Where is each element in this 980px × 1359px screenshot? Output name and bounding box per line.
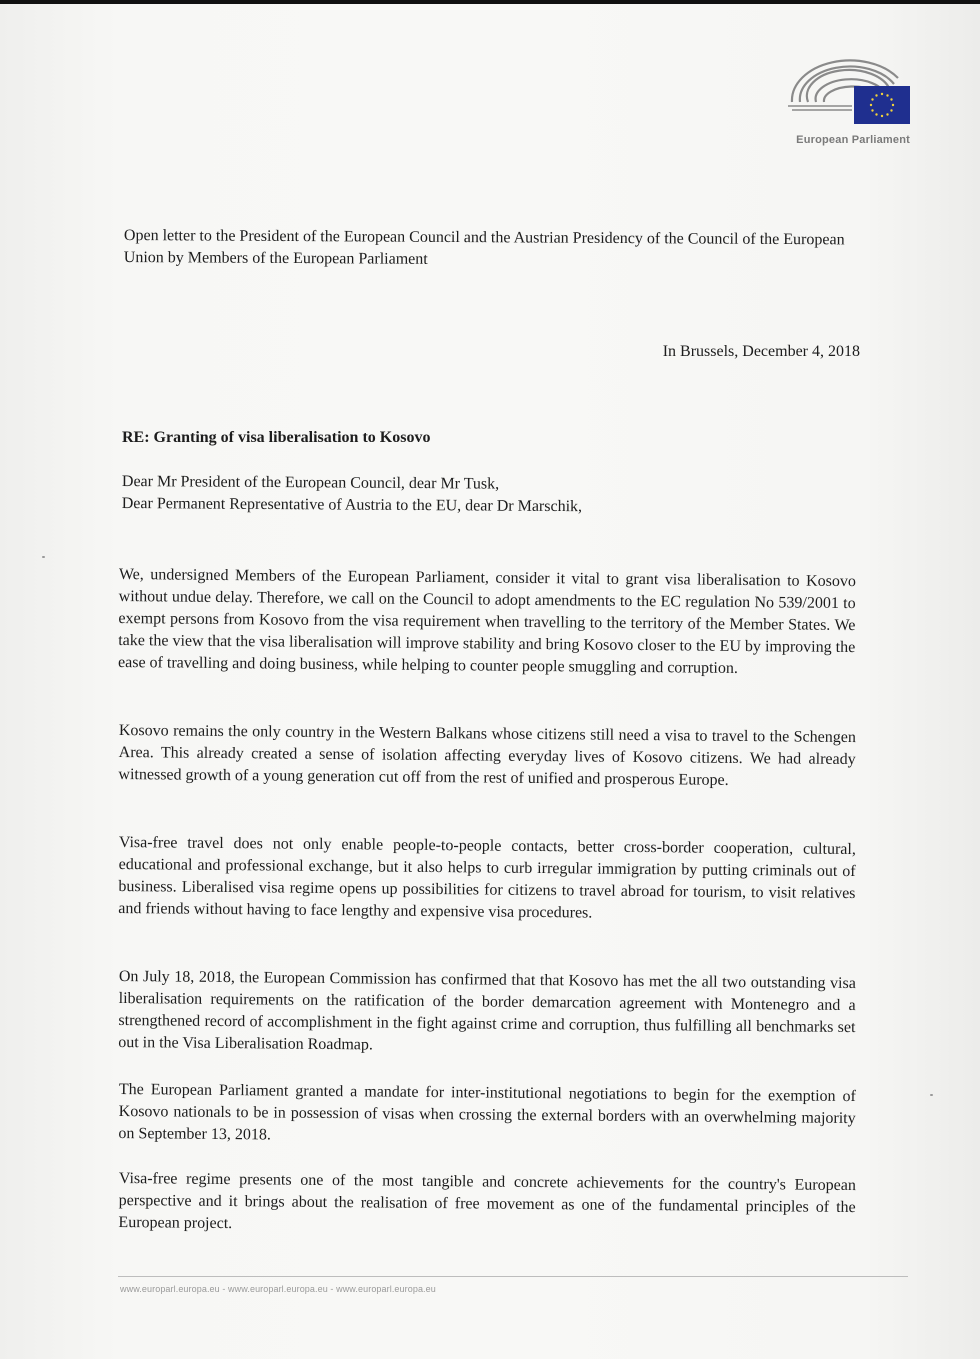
letter-paragraph-4: On July 18, 2018, the European Commission has confirmed that that Kosovo has met the all two outstanding visa liberalisation requirements on the ratification of the border demarcation agreement with Montenegro and a strengthened record of accomplishment in the fight against crime and corruption, thus fulfilling all benchmarks set out in the Visa Liberalisation Roadmap. — [118, 967, 856, 1054]
footer-divider — [118, 1276, 908, 1277]
footer-urls: www.europarl.europa.eu - www.europarl.europa.eu - www.europarl.europa.eu — [120, 1284, 436, 1294]
letter-paragraph-6: Visa-free regime presents one of the most tangible and concrete achievements for the country's European perspective and it brings about the realisation of free movement as one of the fundamental principles of the European project. — [118, 1169, 856, 1233]
letter-paragraph-5: The European Parliament granted a mandate for inter-institutional negotiations to begin for the exemption of Kosovo nationals to be in possession of visas when crossing the external borders with an overwhelming majority on September 13, 2018. — [118, 1080, 856, 1144]
eu-flag — [854, 86, 910, 124]
salutation-line-1: Dear Mr President of the European Council, dear Mr Tusk, — [121, 472, 500, 493]
letter-page — [0, 4, 980, 1359]
letter-paragraph-1: We, undersigned Members of the European Parliament, consider it vital to grant visa liberalisation to Kosovo without undue delay. Therefore, we call on the Council to adopt amendments to the EC regulation No 539/2001 to exempt persons from Kosovo from the visa requirement when travelling to the territory of the Member States. We take the view that the visa liberalisation will improve stability and bring Kosovo closer to the EU by improving the ease of travelling and doing business, while helping to counter people smuggling and corruption. — [117, 565, 856, 677]
european-parliament-logo — [782, 56, 914, 152]
letter-salutation — [122, 471, 822, 520]
letter-re-heading: RE: Granting of visa liberalisation to Kosovo — [122, 429, 431, 446]
letter-paragraph-3: Visa-free travel does not only enable people-to-people contacts, better cross-border cooperation, cultural, educational and professional exchange, but it also helps to curb irregular immigration by putting criminals out of business. Liberalised visa regime opens up possibilities for citizens to travel abroad for tourism, to visit relatives and friends without having to face lengthy and expensive visa procedures. — [118, 833, 856, 922]
scan-speck — [930, 1094, 933, 1096]
letter-date: In Brussels, December 4, 2018 — [662, 343, 860, 360]
european-parliament-logo-icon — [782, 56, 914, 130]
letter-subject: Open letter to the President of the European Council and the Austrian Presidency of the Council of the European Union by Members of the European Parliament — [123, 226, 845, 268]
salutation-line-2: Dear Permanent Representative of Austria to the EU, dear Dr Marschik, — [121, 494, 583, 516]
scan-speck — [42, 556, 45, 558]
logo-label: European Parliament — [796, 134, 910, 146]
letter-paragraph-2: Kosovo remains the only country in the Western Balkans whose citizens still need a visa to travel to the Schengen Area. This already created a sense of isolation affecting everyday lives of Kosovo citizens. We had already witnessed growth of a young generation cut off from the rest of unified and prosperous Europe. — [118, 721, 856, 789]
